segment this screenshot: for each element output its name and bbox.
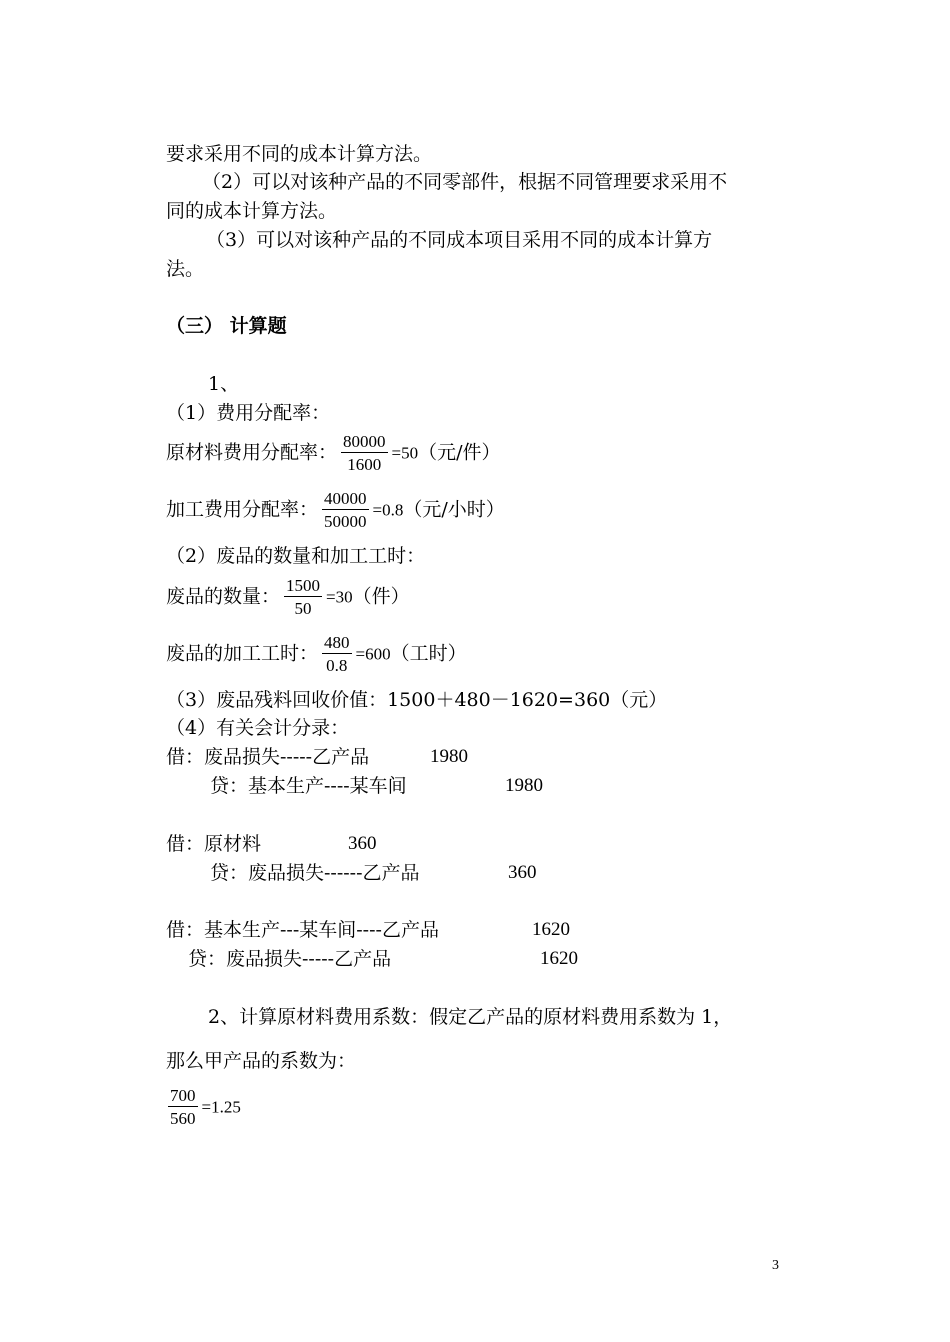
question-line: 那么甲产品的系数为： xyxy=(166,1050,357,1072)
paragraph-line: 同的成本计算方法。 xyxy=(166,200,338,222)
numerator: 1500 xyxy=(286,576,321,595)
journal-debit-line: 借：废品损失-----乙产品 xyxy=(166,746,370,768)
fraction xyxy=(322,633,352,676)
journal-debit-line: 借：基本生产---某车间----乙产品 xyxy=(166,919,439,941)
formula-coefficient xyxy=(164,1086,241,1129)
formula-label: 废品的数量： xyxy=(166,585,281,608)
fraction xyxy=(322,489,369,532)
paragraph-line: （3）可以对该种产品的不同成本项目采用不同的成本计算方 xyxy=(206,229,713,251)
paragraph-line: 法。 xyxy=(166,258,205,280)
journal-credit-amount: 1620 xyxy=(540,948,578,969)
step-label: （2）废品的数量和加工工时： xyxy=(166,545,426,567)
denominator: 1600 xyxy=(347,455,382,474)
formula-result: =1.25 xyxy=(201,1097,241,1117)
fraction xyxy=(341,432,388,475)
denominator: 0.8 xyxy=(326,656,348,675)
formula-result: =600 xyxy=(355,644,391,664)
formula-unit: （件） xyxy=(352,585,410,608)
journal-credit-amount: 1980 xyxy=(505,775,543,796)
formula-scrap-hours xyxy=(166,633,467,676)
formula-result: =50 xyxy=(391,443,419,463)
section-heading: （三） 计算题 xyxy=(166,315,287,337)
fraction xyxy=(284,576,322,619)
numerator: 700 xyxy=(170,1086,196,1105)
formula-label: 废品的加工工时： xyxy=(166,642,319,665)
page-number: 3 xyxy=(772,1258,779,1273)
question-number: 1、 xyxy=(208,373,240,395)
formula-result: =30 xyxy=(326,587,353,607)
journal-credit-line: 贷：废品损失-----乙产品 xyxy=(188,948,392,970)
step-label: （4）有关会计分录： xyxy=(166,717,350,739)
formula-label: 加工费用分配率： xyxy=(166,498,319,521)
journal-credit-amount: 360 xyxy=(508,862,537,883)
formula-scrap-quantity xyxy=(166,576,410,619)
formula-unit: （工时） xyxy=(390,642,467,665)
journal-debit-amount: 360 xyxy=(348,833,377,854)
step-label: （1）费用分配率： xyxy=(166,402,331,424)
numerator: 40000 xyxy=(324,489,367,508)
formula-label: 原材料费用分配率： xyxy=(166,441,338,464)
denominator: 50 xyxy=(294,599,312,618)
formula-unit: （元/小时） xyxy=(403,498,505,521)
fraction xyxy=(168,1086,198,1129)
journal-debit-amount: 1620 xyxy=(532,919,570,940)
paragraph-line: （2）可以对该种产品的不同零部件，根据不同管理要求采用不 xyxy=(202,171,728,193)
journal-debit-line: 借：原材料 xyxy=(166,833,262,855)
journal-credit-line: 贷：基本生产----某车间 xyxy=(210,775,407,797)
denominator: 50000 xyxy=(324,512,367,531)
denominator: 560 xyxy=(170,1109,196,1128)
formula-result: =0.8 xyxy=(372,500,404,520)
numerator: 80000 xyxy=(343,432,386,451)
journal-credit-line: 贷：废品损失------乙产品 xyxy=(210,862,420,884)
formula-unit: （元/件） xyxy=(418,441,501,464)
formula-processing-rate xyxy=(166,489,505,532)
formula-raw-material-rate xyxy=(166,432,501,475)
question-line: 2、计算原材料费用系数：假定乙产品的原材料费用系数为 1， xyxy=(208,1006,733,1028)
numerator: 480 xyxy=(324,633,350,652)
paragraph-line: 要求采用不同的成本计算方法。 xyxy=(166,143,433,165)
journal-debit-amount: 1980 xyxy=(430,746,468,767)
step-label: （3）废品残料回收价值：1500＋480－1620=360（元） xyxy=(166,689,668,711)
